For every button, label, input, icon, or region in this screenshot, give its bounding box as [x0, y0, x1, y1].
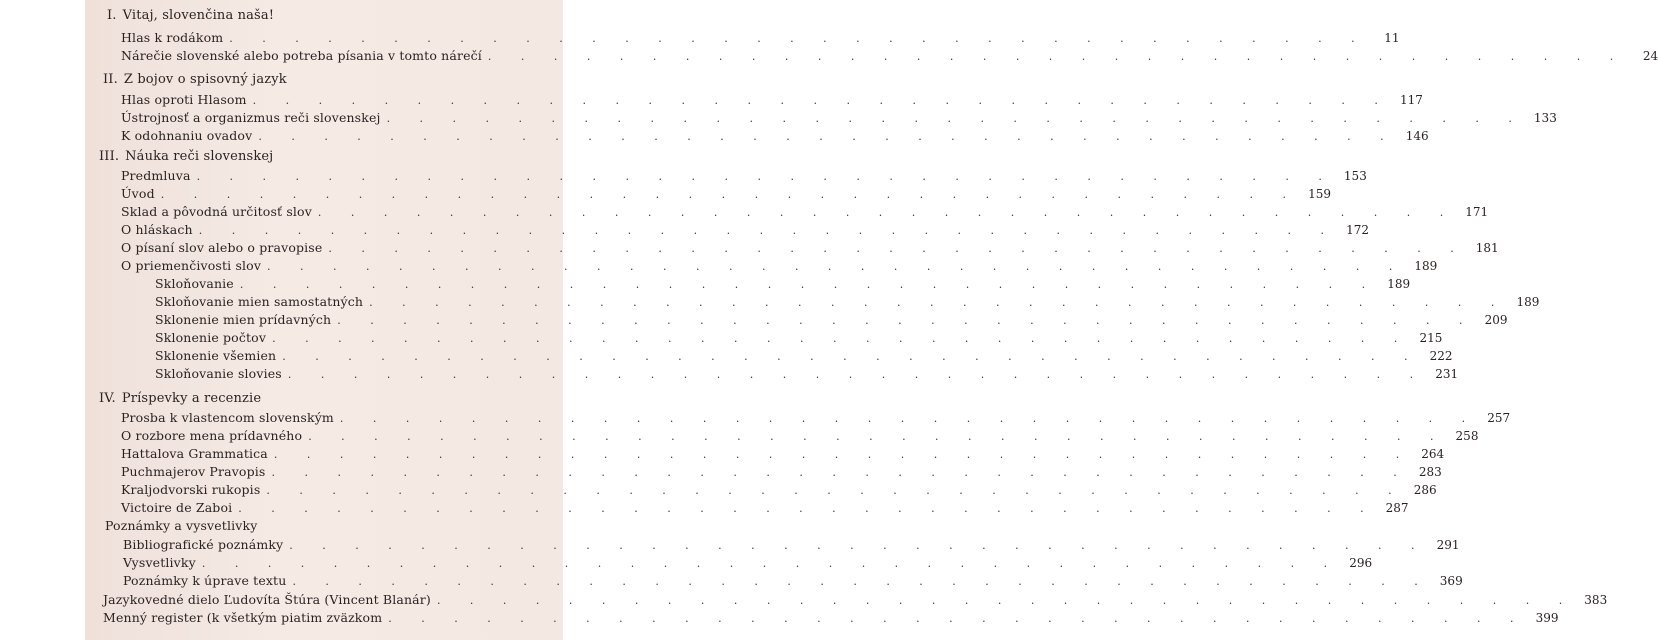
- entry-title: Menný register (k všetkým piatim zväzkom: [103, 610, 383, 625]
- dot-leader: . . . . . . . . . . . . . . . . . . . . . . . . . . . . . . . . . . .: [258, 130, 1397, 143]
- toc-entry: [123, 572, 1463, 590]
- entry-page-number: 215: [1419, 331, 1443, 345]
- section-numeral: I.: [107, 8, 117, 23]
- entry-page-number: 283: [1418, 465, 1442, 479]
- dot-leader: . . . . . . . . . . . . . . . . . . . . . . . . . . . . . . . . . . .: [272, 332, 1411, 345]
- dot-leader: . . . . . . . . . . . . . . . . . . . . . . . . . . . . . . . . . . .: [339, 412, 1479, 425]
- dot-leader: . . . . . . . . . . . . . . . . . . . . . . . . . . . . . . . . . . .: [337, 314, 1476, 327]
- section-numeral: II.: [103, 72, 118, 87]
- entry-page-number: 291: [1436, 538, 1460, 552]
- entry-page-number: 172: [1346, 223, 1369, 237]
- entry-title: Predmluva: [121, 168, 191, 183]
- dot-leader: . . . . . . . . . . . . . . . . . . . . . . . . . . . . . . . . . . .: [238, 502, 1377, 515]
- section-numeral: IV.: [99, 391, 116, 406]
- entry-title: Sklonenie všemien: [155, 348, 277, 363]
- dot-leader: . . . . . . . . . . . . . . . . . . . . . . . . . . . . . . . . . . .: [292, 575, 1431, 588]
- section-heading-1: [107, 7, 547, 25]
- notes-heading: [105, 517, 545, 535]
- dot-leader: . . . . . . . . . . . . . . . . . . . . . . . . . . . . . . . . . . .: [436, 594, 1576, 607]
- toc-entry: [121, 445, 1445, 463]
- toc-entry: [121, 185, 1331, 203]
- entry-page-number: 117: [1399, 93, 1423, 107]
- section-title: Náuka reči slovenskej: [125, 149, 274, 164]
- entry-title: Ústrojnosť a organizmus reči slovenskej: [121, 110, 381, 125]
- entry-page-number: 369: [1439, 574, 1463, 588]
- toc-entry: [121, 221, 1369, 239]
- entry-page-number: 189: [1414, 259, 1438, 273]
- dot-leader: . . . . . . . . . . . . . . . . . . . . . . . . . . . . . . . . . . .: [317, 206, 1457, 219]
- toc-subentry: [155, 311, 1508, 329]
- dot-leader: . . . . . . . . . . . . . . . . . . . . . . . . . . . . . . . . . . .: [273, 448, 1413, 461]
- entry-page-number: 296: [1349, 556, 1373, 570]
- dot-leader: . . . . . . . . . . . . . . . . . . . . . . . . . . . . . . . . . . .: [201, 557, 1341, 570]
- toc-entry: [121, 499, 1409, 517]
- entry-title: Sklad a pôvodná určitosť slov: [121, 204, 312, 219]
- toc-entry: [121, 91, 1423, 109]
- entry-title: Sklonenie mien prídavných: [155, 312, 332, 327]
- entry-title: K odohnaniu ovadov: [121, 128, 253, 143]
- dot-leader: . . . . . . . . . . . . . . . . . . . . . . . . . . . . . . . . . . .: [369, 296, 1508, 309]
- entry-title: O priemenčivosti slov: [121, 258, 262, 273]
- entry-title: Kraljodvorski rukopis: [121, 482, 261, 497]
- toc-entry: [121, 409, 1511, 427]
- entry-title: Hlas oproti Hlasom: [121, 92, 247, 107]
- dot-leader: . . . . . . . . . . . . . . . . . . . . . . . . . . . . . . . . . . .: [487, 50, 1627, 63]
- toc-subentry: [155, 293, 1540, 311]
- toc-entry: [121, 239, 1499, 257]
- dot-leader: . . . . . . . . . . . . . . . . . . . . . . . . . . . . . . . . . . .: [252, 94, 1391, 107]
- entry-title: Vysvetlivky: [123, 555, 196, 570]
- toc-subentry: [155, 365, 1459, 383]
- table-of-contents: [85, 0, 1658, 640]
- notes-title: Poznámky a vysvetlivky: [105, 518, 258, 533]
- entry-page-number: 181: [1475, 241, 1499, 255]
- entry-title: Sklonenie počtov: [155, 330, 267, 345]
- dot-leader: . . . . . . . . . . . . . . . . . . . . . . . . . . . . . . . . . . .: [229, 32, 1368, 45]
- dot-leader: . . . . . . . . . . . . . . . . . . . . . . . . . . . . . . . . . . .: [266, 484, 1405, 497]
- entry-page-number: 257: [1487, 411, 1511, 425]
- dot-leader: . . . . . . . . . . . . . . . . . . . . . . . . . . . . . . . . . . .: [271, 466, 1410, 479]
- toc-subentry: [155, 329, 1443, 347]
- entry-title: Hattalova Grammatica: [121, 446, 268, 461]
- dot-leader: . . . . . . . . . . . . . . . . . . . . . . . . . . . . . . . . . . .: [282, 350, 1421, 363]
- book-page: [85, 0, 1658, 640]
- toc-entry: [121, 481, 1437, 499]
- toc-entry: [121, 127, 1429, 145]
- entry-title: O písaní slov alebo o pravopise: [121, 240, 323, 255]
- toc-entry: [121, 257, 1438, 275]
- dot-leader: . . . . . . . . . . . . . . . . . . . . . . . . . . . . . . . . . . .: [239, 278, 1379, 291]
- entry-title: Nárečie slovenské alebo potreba písania v tomto nárečí: [121, 48, 482, 63]
- toc-subentry: [155, 347, 1453, 365]
- dot-leader: . . . . . . . . . . . . . . . . . . . . . . . . . . . . . . . . . . .: [267, 260, 1406, 273]
- dot-leader: . . . . . . . . . . . . . . . . . . . . . . . . . . . . . . . . . . .: [388, 612, 1527, 625]
- section-title: Príspevky a recenzie: [121, 391, 262, 406]
- toc-entry: [121, 29, 1400, 47]
- entry-title: Skloňovanie mien samostatných: [155, 294, 364, 309]
- entry-title: Prosba k vlastencom slovenským: [121, 410, 334, 425]
- entry-title: Bibliografické poznámky: [123, 537, 284, 552]
- entry-title: Úvod: [121, 186, 155, 201]
- entry-page-number: 399: [1535, 611, 1559, 625]
- toc-entry: [103, 591, 1608, 609]
- entry-title: Poznámky k úprave textu: [123, 573, 287, 588]
- toc-entry: [121, 463, 1442, 481]
- dot-leader: . . . . . . . . . . . . . . . . . . . . . . . . . . . . . . . . . . .: [328, 242, 1467, 255]
- dot-leader: . . . . . . . . . . . . . . . . . . . . . . . . . . . . . . . . . . .: [289, 539, 1428, 552]
- dot-leader: . . . . . . . . . . . . . . . . . . . . . . . . . . . . . . . . . . .: [160, 188, 1299, 201]
- entry-page-number: 171: [1465, 205, 1489, 219]
- dot-leader: . . . . . . . . . . . . . . . . . . . . . . . . . . . . . . . . . . .: [287, 368, 1427, 381]
- entry-page-number: 209: [1484, 313, 1508, 327]
- entry-title: O hláskach: [121, 222, 193, 237]
- section-numeral: III.: [99, 149, 120, 164]
- section-heading-3: [99, 148, 539, 166]
- toc-entry: [123, 536, 1460, 554]
- entry-title: Skloňovanie slovies: [155, 366, 282, 381]
- entry-page-number: 222: [1429, 349, 1453, 363]
- toc-entry: [123, 554, 1373, 572]
- entry-title: Victoire de Zaboi: [121, 500, 233, 515]
- toc-subentry: [155, 275, 1411, 293]
- section-heading-2: [103, 71, 543, 89]
- entry-page-number: 159: [1308, 187, 1331, 201]
- entry-page-number: 11: [1384, 31, 1400, 45]
- toc-entry: [121, 47, 1658, 65]
- toc-entry: [121, 109, 1557, 127]
- toc-entry: [121, 203, 1489, 221]
- toc-entry: [103, 609, 1559, 627]
- entry-title: Puchmajerov Pravopis: [121, 464, 266, 479]
- entry-page-number: 383: [1584, 593, 1608, 607]
- entry-page-number: 146: [1405, 129, 1429, 143]
- dot-leader: . . . . . . . . . . . . . . . . . . . . . . . . . . . . . . . . . . .: [386, 112, 1525, 125]
- dot-leader: . . . . . . . . . . . . . . . . . . . . . . . . . . . . . . . . . . .: [196, 170, 1335, 183]
- entry-title: Jazykovedné dielo Ľudovíta Štúra (Vincent Blanár): [103, 592, 431, 607]
- dot-leader: . . . . . . . . . . . . . . . . . . . . . . . . . . . . . . . . . . .: [308, 430, 1447, 443]
- dot-leader: . . . . . . . . . . . . . . . . . . . . . . . . . . . . . . . . . . .: [198, 224, 1337, 237]
- entry-page-number: 287: [1385, 501, 1409, 515]
- entry-title: Skloňovanie: [155, 276, 234, 291]
- entry-page-number: 133: [1533, 111, 1557, 125]
- toc-entry: [121, 167, 1367, 185]
- section-title: Z bojov o spisovný jazyk: [123, 72, 287, 87]
- entry-page-number: 189: [1516, 295, 1540, 309]
- entry-title: Hlas k rodákom: [121, 30, 224, 45]
- entry-page-number: 189: [1387, 277, 1411, 291]
- section-title: Vitaj, slovenčina naša!: [122, 8, 275, 23]
- toc-entry: [121, 427, 1479, 445]
- entry-page-number: 24: [1642, 49, 1658, 63]
- entry-page-number: 264: [1421, 447, 1445, 461]
- entry-title: O rozbore mena prídavného: [121, 428, 303, 443]
- entry-page-number: 153: [1343, 169, 1367, 183]
- entry-page-number: 258: [1455, 429, 1479, 443]
- entry-page-number: 286: [1413, 483, 1437, 497]
- entry-page-number: 231: [1435, 367, 1459, 381]
- section-heading-4: [99, 390, 539, 408]
